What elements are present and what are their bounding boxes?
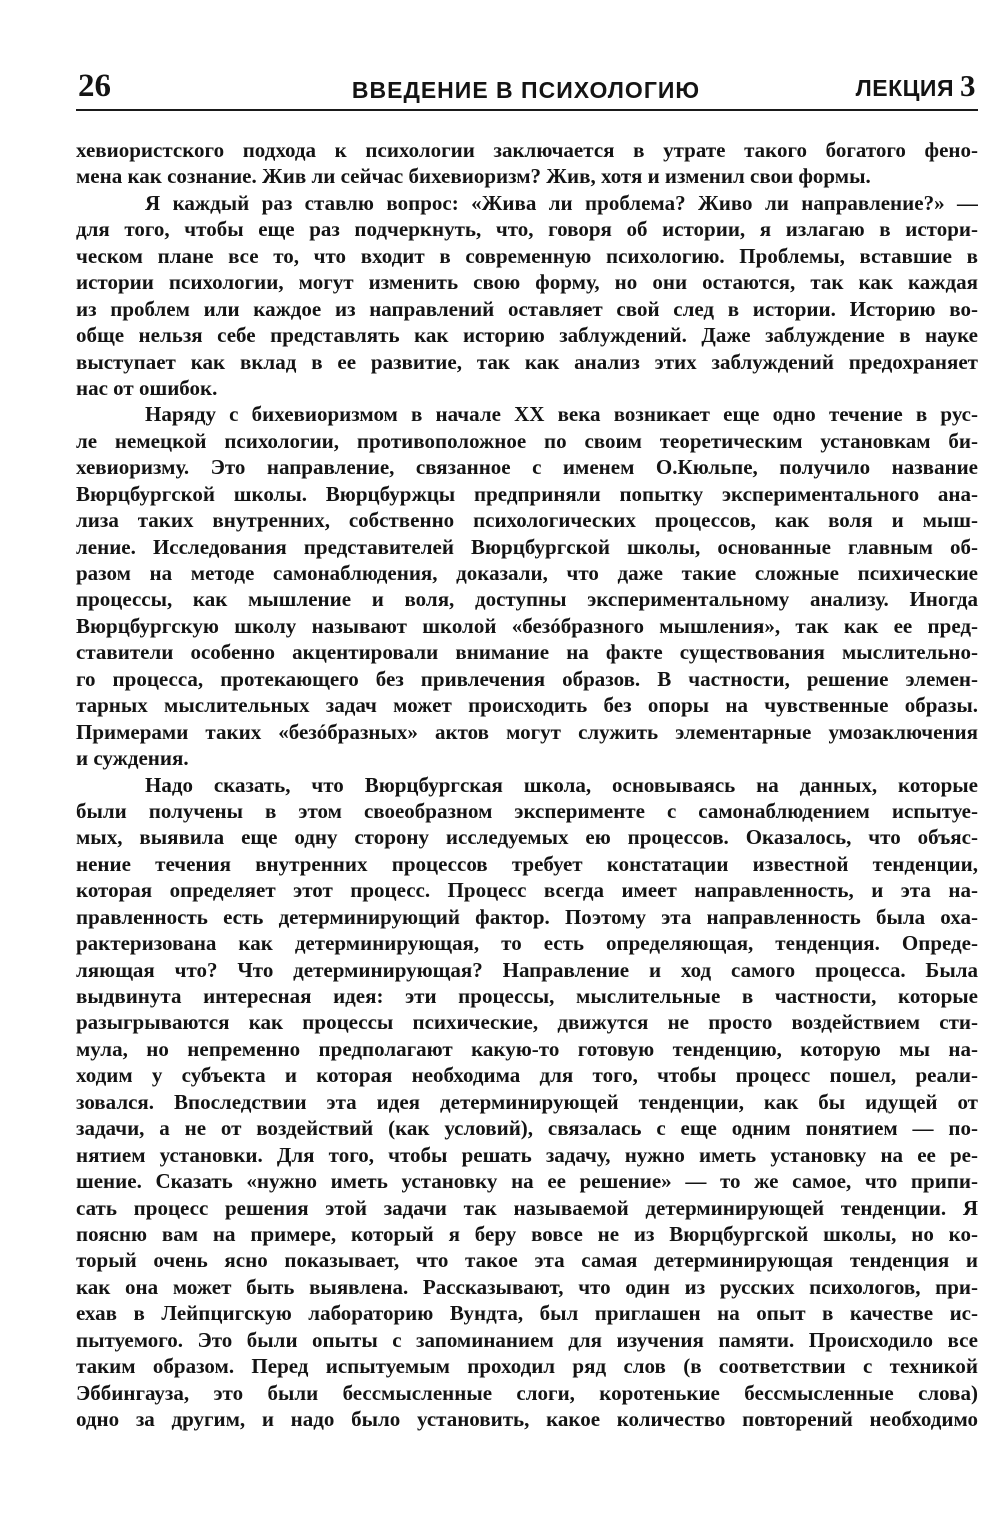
- text-line: Я каждый раз ставлю вопрос: «Жива ли проблема? Живо ли направление?» —: [145, 190, 978, 215]
- text-line: правленность есть детерминирующий фактор. Поэтому эта направленность была оха-: [76, 904, 978, 929]
- text-line: ляющая что? Что детерминирующая? Направление и ход самого процесса. Была: [76, 957, 978, 982]
- text-line: поясню вам на примере, который я беру вовсе не из Вюрцбургской школы, но ко-: [76, 1221, 978, 1246]
- text-line: ставители особенно акцентировали внимание на факте существования мыслительно-: [76, 640, 978, 665]
- lecture-number: 3: [960, 68, 976, 103]
- page-number: 26: [78, 68, 111, 104]
- header-rule: [76, 109, 978, 111]
- text-line: тарных мыслительных задач может происходить без опоры на чувственные образы.: [76, 693, 978, 718]
- text-line: истории психологии, могут изменить свою форму, но они остаются, так как каждая: [76, 270, 978, 295]
- text-line: как она может быть выявлена. Рассказывают, что один из русских психологов, при-: [76, 1274, 978, 1299]
- text-line: ческом плане все то, что входит в современную психологию. Проблемы, вставшие в: [76, 243, 978, 268]
- text-line: ле немецкой психологии, противоположное по своим теоретическим установкам би-: [76, 428, 978, 453]
- body-text: [76, 137, 978, 1432]
- text-line: и суждения.: [76, 746, 189, 771]
- text-line: выступает как вклад в ее развитие, так как анализ этих заблуждений предохраняет: [76, 349, 978, 374]
- text-line: ехав в Лейпцигскую лабораторию Вундта, был приглашен на опыт в качестве ис-: [76, 1301, 978, 1326]
- running-header: [76, 66, 976, 110]
- text-line: рактеризована как детерминирующая, то есть определяющая, тенденция. Опреде-: [76, 931, 978, 956]
- text-line: ление. Исследования представителей Вюрцбургской школы, основанные главным об-: [76, 534, 978, 559]
- text-line: Наряду с бихевиоризмом в начале XX века возникает еще одно течение в рус-: [145, 402, 978, 427]
- text-line: зовался. Впоследствии эта идея детерминирующей тенденции, как бы идущей от: [76, 1089, 978, 1114]
- text-line: нас от ошибок.: [76, 375, 218, 400]
- text-line: Вюрцбургской школы. Вюрцбуржцы предприняли попытку экспериментального ана-: [76, 481, 978, 506]
- text-line: Надо сказать, что Вюрцбургская школа, основываясь на данных, которые: [145, 772, 978, 797]
- text-line: сать процесс решения этой задачи так называемой детерминирующей тенденции. Я: [76, 1195, 978, 1220]
- lecture-label: [856, 66, 976, 108]
- text-line: одно за другим, и надо было установить, какое количество повторений необходимо: [76, 1407, 978, 1431]
- text-line: из проблем или каждое из направлений оставляет свой след в истории. Историю во-: [76, 296, 978, 321]
- text-line: го процесса, протекающего без привлечения образов. В частности, решение элемен-: [76, 666, 978, 691]
- text-line: обще нельзя себе представлять как историю заблуждений. Даже заблуждение в науке: [76, 323, 978, 348]
- text-line: выдвинута интересная идея: эти процессы, мыслительные в частности, которые: [76, 984, 978, 1008]
- text-line: ходим у субъекта и которая необходима для того, чтобы процесс пошел, реали-: [76, 1063, 978, 1088]
- text-line: нятием установки. Для того, чтобы решать задачу, нужно иметь установку на ее ре-: [76, 1142, 978, 1167]
- text-line: таким образом. Перед испытуемым проходил ряд слов (в соответствии с техникой: [76, 1354, 978, 1379]
- text-line: лиза таких внутренних, собственно психологических процессов, как воля и мыш-: [76, 508, 978, 533]
- text-line: хевиористского подхода к психологии заключается в утрате такого богатого фено-: [76, 138, 978, 162]
- text-line: разыгрываются как процессы психические, движутся не просто воздействием сти-: [76, 1010, 978, 1035]
- text-line: процессы, как мышление и воля, доступны экспериментальному анализу. Иногда: [76, 587, 978, 612]
- text-line: Вюрцбургскую школу называют школой «безóбразного мышления», так как ее пред-: [76, 613, 978, 638]
- text-line: нение течения внутренних процессов требует констатации известной тенденции,: [76, 851, 978, 876]
- text-line: торый очень ясно показывает, что такое эта самая детерминирующая тенденция и: [76, 1248, 978, 1273]
- text-line: разом на методе самонаблюдения, доказали, что даже такие сложные психические: [76, 561, 978, 585]
- lecture-word: ЛЕКЦИЯ: [855, 75, 954, 101]
- text-line: мых, выявила еще одну сторону исследуемых ею процессов. Оказалось, что объяс-: [76, 825, 978, 850]
- text-line: мула, но непременно предполагают какую-то готовую тенденцию, которую мы на-: [76, 1036, 978, 1061]
- text-line: мена как сознание. Жив ли сейчас бихевиоризм? Жив, хотя и изменил свои формы.: [76, 164, 871, 189]
- text-line: были получены в этом своеобразном эксперименте с самонаблюдением испытуе-: [76, 798, 978, 823]
- text-line: которая определяет этот процесс. Процесс всегда имеет направленность, и эта на-: [76, 878, 978, 903]
- text-line: для того, чтобы еще раз подчеркнуть, что, говоря об истории, я излагаю в истори-: [76, 217, 978, 242]
- text-line: задачи, а не от воздействий (как условий), связалась с еще одним понятием — по-: [76, 1116, 978, 1141]
- text-line: шение. Сказать «нужно иметь установку на ее решение» — то же самое, что припи-: [76, 1169, 978, 1194]
- text-line: хевиоризму. Это направление, связанное с именем О.Кюльпе, получило название: [76, 455, 978, 480]
- text-line: пытуемого. Это были опыты с запоминанием для изучения памяти. Происходило все: [76, 1327, 978, 1352]
- text-line: Примерами таких «безóбразных» актов могут служить элементарные умозаключения: [76, 719, 978, 744]
- book-title: ВВЕДЕНИЕ В ПСИХОЛОГИЮ: [351, 77, 701, 103]
- text-line: Эббингауза, это были бессмысленные слоги, коротенькие бессмысленные слова): [76, 1380, 978, 1405]
